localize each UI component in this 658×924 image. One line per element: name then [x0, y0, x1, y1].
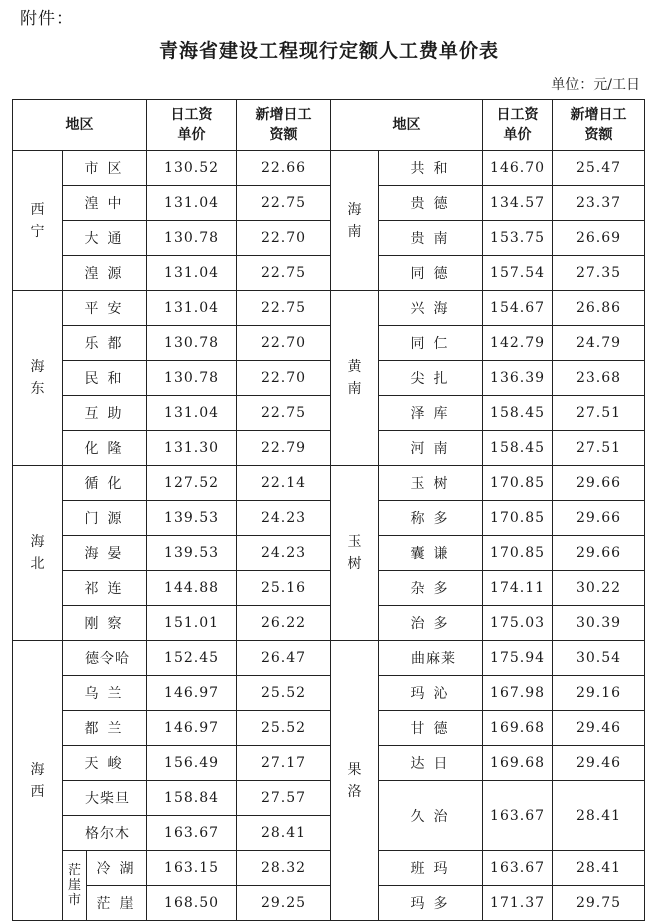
district-name: 循化 — [63, 466, 147, 501]
added-wage-value: 28.41 — [553, 851, 645, 886]
district-name: 河南 — [379, 431, 483, 466]
table-row — [13, 886, 645, 921]
daily-wage-value: 131.30 — [147, 431, 237, 466]
added-wage-value: 29.66 — [553, 501, 645, 536]
district-name: 茫崖 — [87, 886, 147, 921]
daily-wage-value: 130.78 — [147, 361, 237, 396]
daily-wage-value: 158.84 — [147, 781, 237, 816]
daily-wage-value: 130.52 — [147, 151, 237, 186]
district-name: 化隆 — [63, 431, 147, 466]
daily-wage-value: 157.54 — [483, 256, 553, 291]
district-name: 玉树 — [379, 466, 483, 501]
table-row — [13, 641, 645, 676]
daily-wage-value: 169.68 — [483, 746, 553, 781]
daily-wage-value: 151.01 — [147, 606, 237, 641]
district-name: 囊谦 — [379, 536, 483, 571]
subregion-cell: 茫 崖 市 — [63, 851, 87, 921]
table-row — [13, 221, 645, 256]
added-wage-value: 22.70 — [237, 221, 331, 256]
header-added-left: 新增日工 资额 — [237, 100, 331, 151]
district-name: 玛多 — [379, 886, 483, 921]
daily-wage-value: 131.04 — [147, 291, 237, 326]
district-name: 海晏 — [63, 536, 147, 571]
district-name: 甘德 — [379, 711, 483, 746]
daily-wage-value: 163.15 — [147, 851, 237, 886]
daily-wage-value: 158.45 — [483, 396, 553, 431]
district-name: 尖扎 — [379, 361, 483, 396]
daily-wage-value: 175.03 — [483, 606, 553, 641]
table-row — [13, 501, 645, 536]
added-wage-value: 28.32 — [237, 851, 331, 886]
added-wage-value: 24.23 — [237, 536, 331, 571]
header-wage-left: 日工资 单价 — [147, 100, 237, 151]
daily-wage-value: 174.11 — [483, 571, 553, 606]
added-wage-value: 29.46 — [553, 746, 645, 781]
added-wage-value: 28.41 — [553, 781, 645, 851]
added-wage-value: 26.69 — [553, 221, 645, 256]
daily-wage-value: 175.94 — [483, 641, 553, 676]
daily-wage-value: 167.98 — [483, 676, 553, 711]
added-wage-value: 22.75 — [237, 396, 331, 431]
district-name: 治多 — [379, 606, 483, 641]
header-region-right: 地区 — [331, 100, 483, 151]
table-row — [13, 851, 645, 886]
added-wage-value: 25.16 — [237, 571, 331, 606]
daily-wage-value: 131.04 — [147, 256, 237, 291]
table-row — [13, 466, 645, 501]
added-wage-value: 22.14 — [237, 466, 331, 501]
added-wage-value: 22.66 — [237, 151, 331, 186]
table-row — [13, 361, 645, 396]
district-name: 互助 — [63, 396, 147, 431]
table-row — [13, 746, 645, 781]
district-name: 湟源 — [63, 256, 147, 291]
wage-table — [12, 99, 645, 921]
region-cell: 玉 树 — [331, 466, 379, 641]
unit-label: 单位：元/工日 — [551, 77, 640, 93]
added-wage-value: 22.75 — [237, 186, 331, 221]
district-name: 贵南 — [379, 221, 483, 256]
added-wage-value: 24.23 — [237, 501, 331, 536]
added-wage-value: 29.66 — [553, 466, 645, 501]
daily-wage-value: 146.97 — [147, 711, 237, 746]
table-row — [13, 536, 645, 571]
daily-wage-value: 171.37 — [483, 886, 553, 921]
table-row — [13, 326, 645, 361]
daily-wage-value: 158.45 — [483, 431, 553, 466]
district-name: 玛沁 — [379, 676, 483, 711]
daily-wage-value: 170.85 — [483, 536, 553, 571]
header-region-left: 地区 — [13, 100, 147, 151]
district-name: 门源 — [63, 501, 147, 536]
daily-wage-value: 146.70 — [483, 151, 553, 186]
daily-wage-value: 136.39 — [483, 361, 553, 396]
region-cell: 海 南 — [331, 151, 379, 291]
daily-wage-value: 170.85 — [483, 466, 553, 501]
added-wage-value: 27.51 — [553, 396, 645, 431]
daily-wage-value: 134.57 — [483, 186, 553, 221]
added-wage-value: 28.41 — [237, 816, 331, 851]
daily-wage-value: 131.04 — [147, 396, 237, 431]
daily-wage-value: 139.53 — [147, 536, 237, 571]
added-wage-value: 25.47 — [553, 151, 645, 186]
added-wage-value: 29.66 — [553, 536, 645, 571]
district-name: 兴海 — [379, 291, 483, 326]
region-cell: 海 北 — [13, 466, 63, 641]
district-name: 都兰 — [63, 711, 147, 746]
table-row — [13, 431, 645, 466]
table-row — [13, 711, 645, 746]
daily-wage-value: 163.67 — [483, 851, 553, 886]
added-wage-value: 30.54 — [553, 641, 645, 676]
district-name: 湟中 — [63, 186, 147, 221]
table-row — [13, 291, 645, 326]
district-name: 天峻 — [63, 746, 147, 781]
district-name: 同仁 — [379, 326, 483, 361]
page-title: 青海省建设工程现行定额人工费单价表 — [158, 40, 499, 62]
daily-wage-value: 142.79 — [483, 326, 553, 361]
district-name: 班玛 — [379, 851, 483, 886]
daily-wage-value: 163.67 — [147, 816, 237, 851]
added-wage-value: 22.75 — [237, 291, 331, 326]
district-name: 共和 — [379, 151, 483, 186]
daily-wage-value: 168.50 — [147, 886, 237, 921]
daily-wage-value: 152.45 — [147, 641, 237, 676]
district-name: 贵德 — [379, 186, 483, 221]
district-name: 乐都 — [63, 326, 147, 361]
table-row — [13, 396, 645, 431]
district-name: 杂多 — [379, 571, 483, 606]
daily-wage-value: 139.53 — [147, 501, 237, 536]
added-wage-value: 25.52 — [237, 711, 331, 746]
added-wage-value: 29.25 — [237, 886, 331, 921]
added-wage-value: 22.75 — [237, 256, 331, 291]
district-name: 曲麻莱 — [379, 641, 483, 676]
district-name: 德令哈 — [63, 641, 147, 676]
table-row — [13, 256, 645, 291]
added-wage-value: 26.86 — [553, 291, 645, 326]
daily-wage-value: 156.49 — [147, 746, 237, 781]
added-wage-value: 27.35 — [553, 256, 645, 291]
added-wage-value: 25.52 — [237, 676, 331, 711]
table-row — [13, 186, 645, 221]
daily-wage-value: 170.85 — [483, 501, 553, 536]
added-wage-value: 29.16 — [553, 676, 645, 711]
table-row — [13, 606, 645, 641]
region-cell: 海 东 — [13, 291, 63, 466]
header-wage-right: 日工资 单价 — [483, 100, 553, 151]
daily-wage-value: 154.67 — [483, 291, 553, 326]
daily-wage-value: 130.78 — [147, 326, 237, 361]
added-wage-value: 27.17 — [237, 746, 331, 781]
district-name: 刚察 — [63, 606, 147, 641]
table-header-row — [13, 100, 645, 151]
table-row — [13, 151, 645, 186]
daily-wage-value: 163.67 — [483, 781, 553, 851]
daily-wage-value: 127.52 — [147, 466, 237, 501]
district-name: 市区 — [63, 151, 147, 186]
daily-wage-value: 144.88 — [147, 571, 237, 606]
district-name: 民和 — [63, 361, 147, 396]
added-wage-value: 26.47 — [237, 641, 331, 676]
added-wage-value: 22.70 — [237, 326, 331, 361]
added-wage-value: 22.70 — [237, 361, 331, 396]
region-cell: 黄 南 — [331, 291, 379, 466]
daily-wage-value: 169.68 — [483, 711, 553, 746]
district-name: 泽库 — [379, 396, 483, 431]
daily-wage-value: 130.78 — [147, 221, 237, 256]
added-wage-value: 26.22 — [237, 606, 331, 641]
daily-wage-value: 146.97 — [147, 676, 237, 711]
added-wage-value: 22.79 — [237, 431, 331, 466]
region-cell: 果 洛 — [331, 641, 379, 921]
district-name: 大柴旦 — [63, 781, 147, 816]
added-wage-value: 24.79 — [553, 326, 645, 361]
added-wage-value: 23.68 — [553, 361, 645, 396]
added-wage-value: 30.39 — [553, 606, 645, 641]
table-row — [13, 571, 645, 606]
header-added-right: 新增日工 资额 — [553, 100, 645, 151]
district-name: 乌兰 — [63, 676, 147, 711]
daily-wage-value: 153.75 — [483, 221, 553, 256]
district-name: 同德 — [379, 256, 483, 291]
district-name: 平安 — [63, 291, 147, 326]
added-wage-value: 29.75 — [553, 886, 645, 921]
added-wage-value: 29.46 — [553, 711, 645, 746]
table-row — [13, 676, 645, 711]
district-name: 称多 — [379, 501, 483, 536]
table-row — [13, 781, 645, 816]
added-wage-value: 27.57 — [237, 781, 331, 816]
daily-wage-value: 131.04 — [147, 186, 237, 221]
region-cell: 西 宁 — [13, 151, 63, 291]
district-name: 久治 — [379, 781, 483, 851]
added-wage-value: 23.37 — [553, 186, 645, 221]
district-name: 冷湖 — [87, 851, 147, 886]
attachment-label: 附件： — [20, 9, 74, 29]
district-name: 达日 — [379, 746, 483, 781]
added-wage-value: 27.51 — [553, 431, 645, 466]
region-cell: 海 西 — [13, 641, 63, 921]
district-name: 格尔木 — [63, 816, 147, 851]
district-name: 祁连 — [63, 571, 147, 606]
district-name: 大通 — [63, 221, 147, 256]
added-wage-value: 30.22 — [553, 571, 645, 606]
